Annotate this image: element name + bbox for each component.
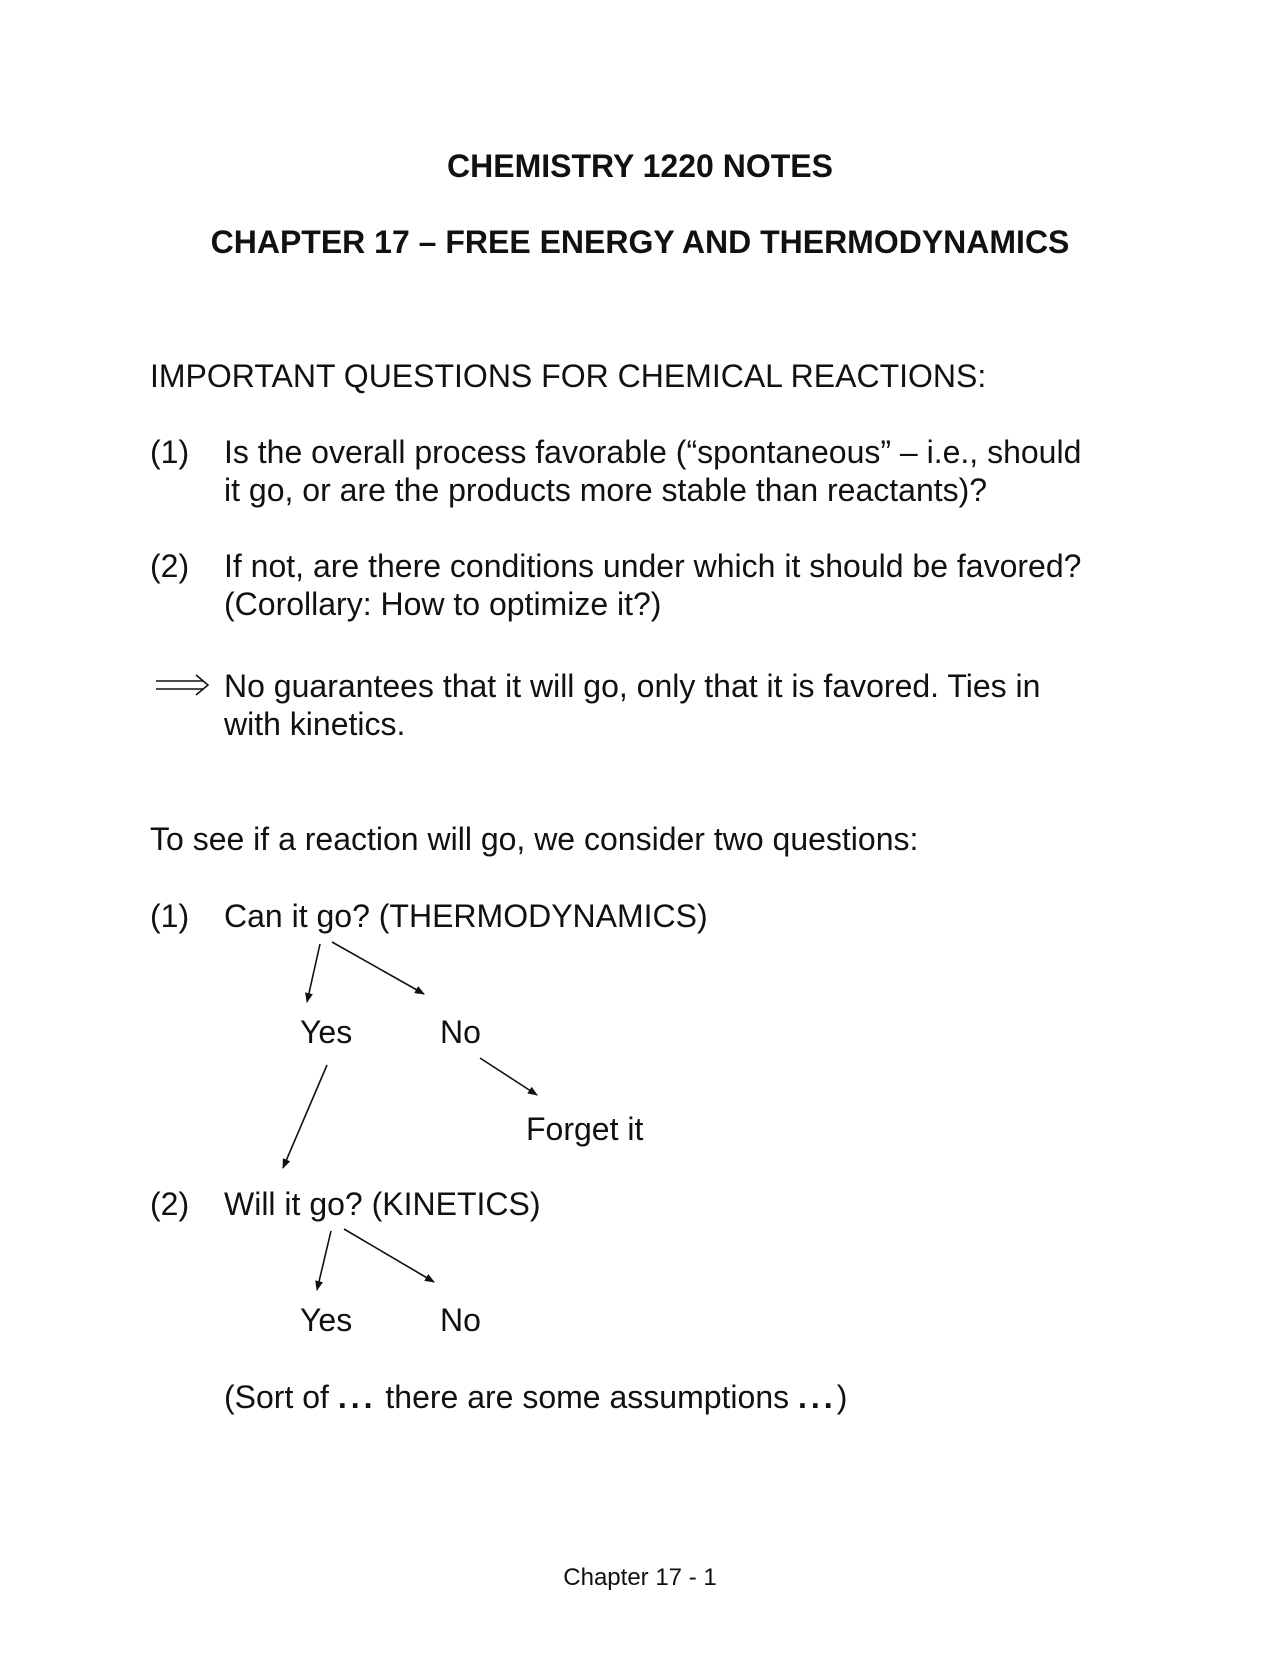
q1-text: Can it go? (THERMODYNAMICS) [224,898,708,934]
caveat-ellipsis: ... [798,1379,837,1415]
caveat-middle: there are some assumptions [385,1379,790,1415]
section-heading: IMPORTANT QUESTIONS FOR CHEMICAL REACTIONS: [150,358,987,394]
q1-yes-arrow [307,944,320,1002]
question-text-line: it go, or are the products more stable than reactants)? [224,472,988,508]
no-forget-arrow [480,1058,537,1095]
question-number: (2) [150,548,190,584]
forget-it-label: Forget it [526,1111,644,1147]
q2-no-label: No [440,1302,481,1338]
implies-arrow-icon [156,675,208,695]
q1-yes-label: Yes [300,1014,353,1050]
document-title: CHEMISTRY 1220 NOTES [447,148,833,184]
note-text-line: No guarantees that it will go, only that it is favored. Ties in [224,668,1041,704]
q1-number: (1) [150,898,190,934]
question-number: (1) [150,434,190,470]
q2-number: (2) [150,1186,190,1222]
page-footer: Chapter 17 - 1 [563,1564,717,1591]
chapter-title: CHAPTER 17 – FREE ENERGY AND THERMODYNAMICS [210,224,1070,260]
caveat-line [224,1378,847,1416]
q2-yes-arrow [317,1231,331,1290]
q2-no-arrow [344,1229,434,1282]
caveat-ellipsis: ... [337,1379,377,1415]
q2-yes-label: Yes [300,1302,353,1338]
question-text-line: If not, are there conditions under which it should be favored? [224,548,1082,584]
q1-no-label: No [440,1014,481,1050]
yes-to-q2-arrow [283,1065,327,1168]
question-text-line: (Corollary: How to optimize it?) [224,586,662,622]
caveat-start: (Sort of [224,1379,329,1415]
q2-text: Will it go? (KINETICS) [224,1186,541,1222]
caveat-end: ) [836,1379,848,1415]
flow-intro: To see if a reaction will go, we consider two questions: [150,821,919,857]
note-text-line: with kinetics. [224,706,406,742]
q1-no-arrow [332,942,424,994]
question-text-line: Is the overall process favorable (“spontaneous” – i.e., should [224,434,1082,470]
